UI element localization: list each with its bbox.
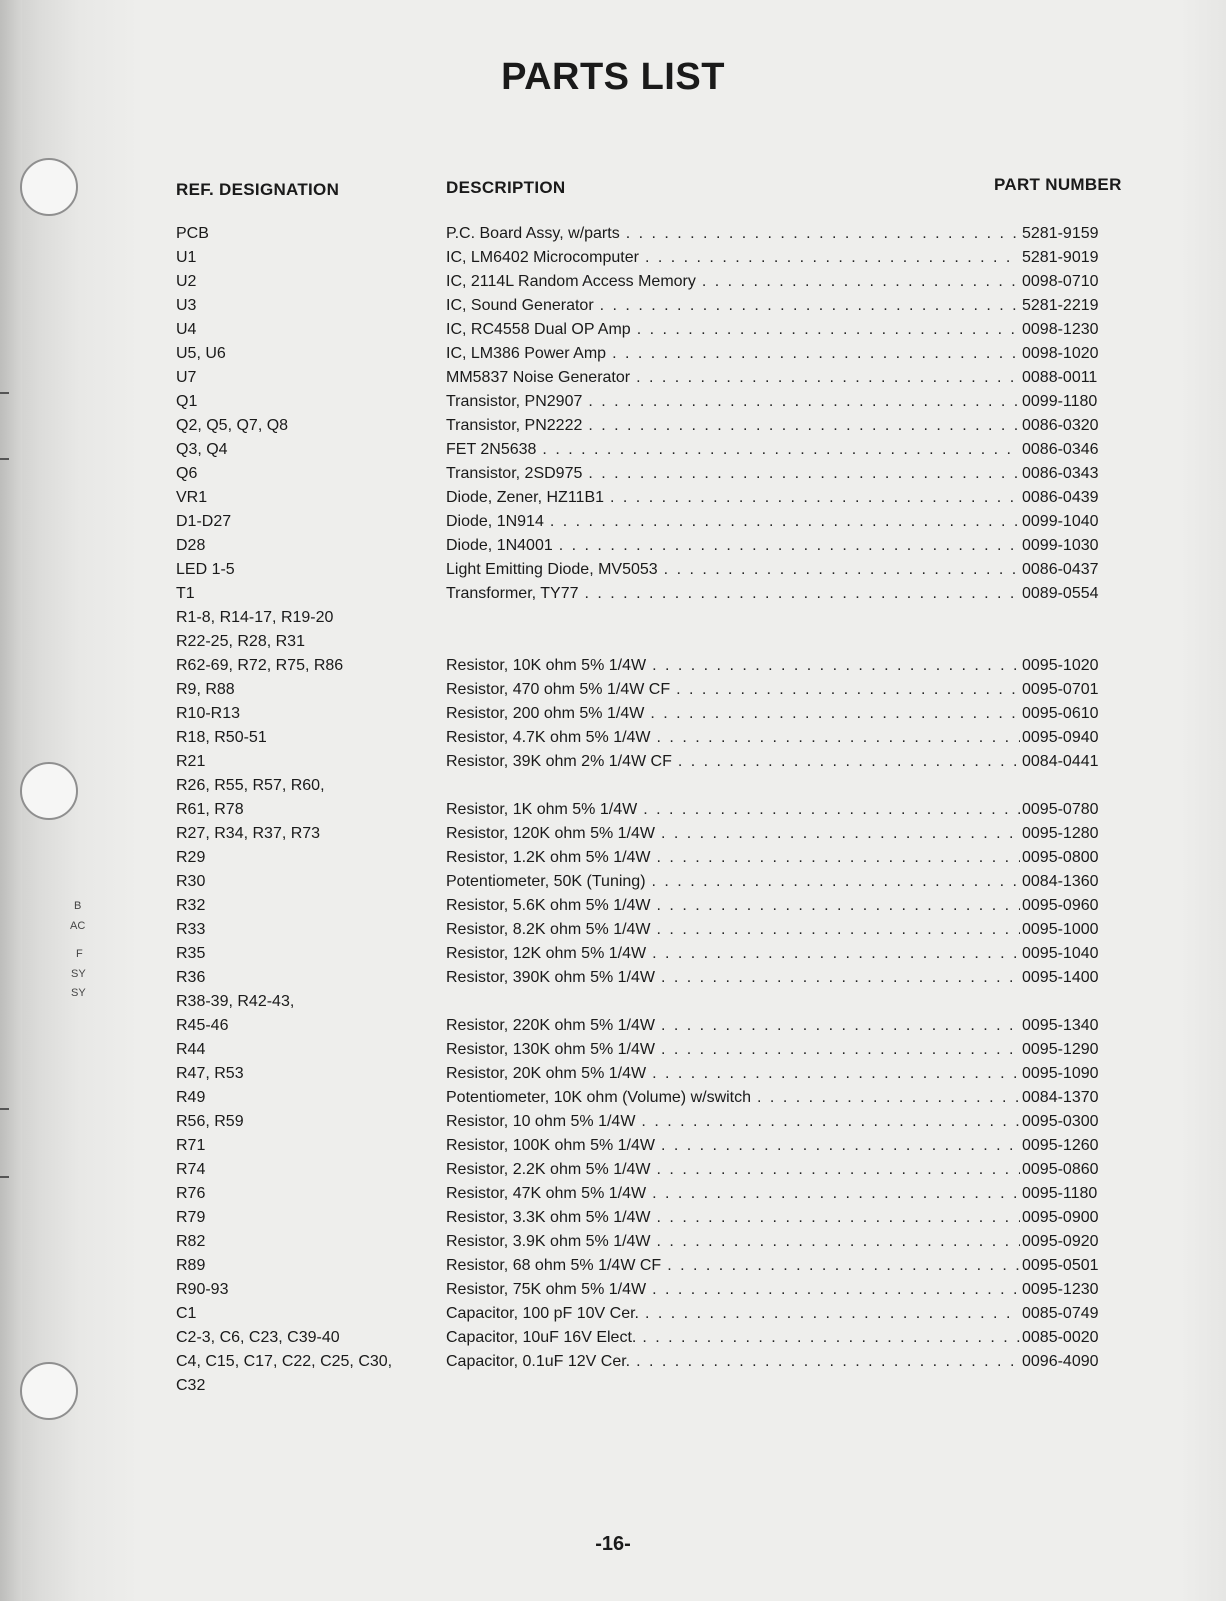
table-row [176,390,1134,414]
dot-leader [657,1206,1020,1230]
description-cell [446,654,1020,678]
part-number-cell: 0095-1340 [1022,1017,1099,1034]
dot-leader [600,294,1020,318]
ref-designation-cell: U5, U6 [176,345,226,362]
part-number-cell: 0095-0501 [1022,1257,1099,1274]
part-number-cell: 0086-0439 [1022,489,1099,506]
ref-designation-cell: C1 [176,1305,197,1322]
description-text: Diode, Zener, HZ11B1 [446,489,605,506]
part-number-cell: 0096-4090 [1022,1353,1099,1370]
dot-leader [661,1014,1020,1038]
ref-designation-cell: C4, C15, C17, C22, C25, C30, [176,1353,393,1370]
part-number-cell: 0095-1040 [1022,945,1099,962]
description-cell [446,1302,1020,1326]
description-cell [446,870,1020,894]
table-row [176,342,1134,366]
ref-designation-cell: R10-R13 [176,705,241,722]
ref-designation-cell: R47, R53 [176,1065,244,1082]
description-text: P.C. Board Assy, w/parts [446,225,620,242]
part-number-cell: 0086-0320 [1022,417,1099,434]
table-row [176,606,1134,630]
table-row [176,558,1134,582]
dot-leader [661,822,1020,846]
ref-designation-cell: R1-8, R14-17, R19-20 [176,609,334,626]
description-cell [446,390,1020,414]
part-number-cell: 0086-0346 [1022,441,1099,458]
table-row [176,1350,1134,1374]
ref-designation-cell: R49 [176,1089,206,1106]
part-number-cell: 0089-0554 [1022,585,1099,602]
description-cell [446,822,1020,846]
dot-leader [626,222,1020,246]
description-cell [446,750,1020,774]
ref-designation-cell: R82 [176,1233,206,1250]
dot-leader [657,1158,1020,1182]
table-row [176,774,1134,798]
table-row [176,1326,1134,1350]
dot-leader [657,1230,1020,1254]
description-cell [446,1278,1020,1302]
table-row [176,1062,1134,1086]
dot-leader [585,582,1021,606]
margin-tick [0,392,9,394]
part-number-cell: 0098-0710 [1022,273,1099,290]
part-number-cell: 0095-0300 [1022,1113,1099,1130]
table-row [176,750,1134,774]
ref-designation-cell: VR1 [176,489,208,506]
part-number-cell: 0086-0343 [1022,465,1099,482]
part-number-cell: 0095-0800 [1022,849,1099,866]
description-cell [446,966,1020,990]
description-text: Resistor, 200 ohm 5% 1/4W [446,705,645,722]
dot-leader [652,654,1020,678]
table-row [176,1038,1134,1062]
ref-designation-cell: R9, R88 [176,681,235,698]
table-row [176,270,1134,294]
ref-designation-cell: R35 [176,945,206,962]
ref-designation-cell: R74 [176,1161,206,1178]
part-number-cell: 0095-0960 [1022,897,1099,914]
table-row [176,1374,1134,1398]
margin-fragment: SY [71,987,86,999]
description-text: Resistor, 390K ohm 5% 1/4W [446,969,655,986]
dot-leader [645,1302,1020,1326]
table-row [176,222,1134,246]
table-row [176,918,1134,942]
dot-leader [652,1062,1020,1086]
ref-designation-cell: U4 [176,321,197,338]
dot-leader [667,1254,1020,1278]
description-text: Light Emitting Diode, MV5053 [446,561,658,578]
description-cell [446,342,1020,366]
table-row [176,1158,1134,1182]
ref-designation-cell: R89 [176,1257,206,1274]
part-number-cell: 0086-0437 [1022,561,1099,578]
page-number: -16- [595,1533,631,1555]
part-number-cell: 0095-1090 [1022,1065,1099,1082]
margin-tick [0,1176,9,1178]
description-text: Resistor, 12K ohm 5% 1/4W [446,945,647,962]
table-row [176,1134,1134,1158]
description-text: Diode, 1N914 [446,513,544,530]
description-text: Potentiometer, 50K (Tuning) [446,873,646,890]
ref-designation-cell: C32 [176,1377,206,1394]
table-row [176,1278,1134,1302]
dot-leader [652,1182,1020,1206]
description-cell [446,798,1020,822]
ref-designation-cell: R45-46 [176,1017,229,1034]
description-cell [446,1086,1020,1110]
table-row [176,1302,1134,1326]
ref-designation-cell: R21 [176,753,206,770]
ref-designation-cell: R30 [176,873,206,890]
table-row [176,294,1134,318]
table-row [176,630,1134,654]
part-number-cell: 5281-9159 [1022,225,1099,242]
table-row [176,726,1134,750]
punch-hole [20,1362,78,1420]
description-cell [446,1230,1020,1254]
part-number-cell: 0099-1180 [1022,393,1098,410]
description-text: Resistor, 10K ohm 5% 1/4W [446,657,647,674]
part-number-cell: 0095-1280 [1022,825,1099,842]
margin-tick [0,458,9,460]
ref-designation-cell: D28 [176,537,206,554]
table-row [176,678,1134,702]
description-cell [446,486,1020,510]
description-text: Resistor, 220K ohm 5% 1/4W [446,1017,655,1034]
part-number-cell: 0095-1000 [1022,921,1099,938]
header-part-number: PART NUMBER [994,175,1122,194]
description-cell [446,1182,1020,1206]
margin-fragment: F [76,948,83,960]
description-text: IC, RC4558 Dual OP Amp [446,321,631,338]
margin-fragment: AC [70,920,86,932]
table-row [176,1254,1134,1278]
description-text: MM5837 Noise Generator [446,369,631,386]
dot-leader [676,678,1020,702]
description-text: Resistor, 1.2K ohm 5% 1/4W [446,849,651,866]
table-row [176,366,1134,390]
description-cell [446,1254,1020,1278]
table-row [176,414,1134,438]
table-row [176,798,1134,822]
description-cell [446,534,1020,558]
description-cell [446,1014,1020,1038]
description-text: Transistor, PN2222 [446,417,583,434]
part-number-cell: 0095-1290 [1022,1041,1099,1058]
table-row [176,246,1134,270]
ref-designation-cell: R90-93 [176,1281,229,1298]
dot-leader [637,318,1020,342]
dot-leader [643,798,1020,822]
description-text: Resistor, 4.7K ohm 5% 1/4W [446,729,651,746]
page-title: PARTS LIST [501,56,725,98]
description-text: Capacitor, 0.1uF 12V Cer. [446,1353,631,1370]
description-text: Resistor, 3.9K ohm 5% 1/4W [446,1233,651,1250]
ref-designation-cell: D1-D27 [176,513,232,530]
ref-designation-cell: R56, R59 [176,1113,244,1130]
ref-designation-cell: U7 [176,369,197,386]
header-description: DESCRIPTION [446,178,566,197]
ref-designation-cell: R22-25, R28, R31 [176,633,305,650]
description-cell [446,702,1020,726]
ref-designation-cell: Q1 [176,393,198,410]
description-cell [446,1158,1020,1182]
part-number-cell: 0098-1020 [1022,345,1099,362]
table-row [176,1230,1134,1254]
description-text: Resistor, 10 ohm 5% 1/4W [446,1113,636,1130]
description-cell [446,1062,1020,1086]
description-text: Resistor, 3.3K ohm 5% 1/4W [446,1209,651,1226]
ref-designation-cell: Q2, Q5, Q7, Q8 [176,417,289,434]
table-row [176,318,1134,342]
description-text: Transistor, PN2907 [446,393,583,410]
description-text: Resistor, 8.2K ohm 5% 1/4W [446,921,651,938]
table-row [176,1206,1134,1230]
ref-designation-cell: R27, R34, R37, R73 [176,825,321,842]
ref-designation-cell: T1 [176,585,195,602]
dot-leader [610,486,1020,510]
part-number-cell: 0095-1260 [1022,1137,1099,1154]
header-ref-designation: REF. DESIGNATION [176,180,340,199]
description-cell [446,1134,1020,1158]
part-number-cell: 0099-1040 [1022,513,1099,530]
dot-leader [664,558,1020,582]
description-cell [446,1206,1020,1230]
description-cell [446,462,1020,486]
part-number-cell: 0084-1370 [1022,1089,1099,1106]
description-text: Resistor, 470 ohm 5% 1/4W CF [446,681,671,698]
ref-designation-cell: R36 [176,969,206,986]
dot-leader [636,366,1020,390]
description-cell [446,438,1020,462]
dot-leader [652,870,1020,894]
part-number-cell: 0095-0701 [1022,681,1099,698]
dot-leader [657,894,1020,918]
description-cell [446,510,1020,534]
ref-designation-cell: R33 [176,921,206,938]
description-text: Diode, 1N4001 [446,537,553,554]
description-cell [446,582,1020,606]
description-text: Resistor, 120K ohm 5% 1/4W [446,825,655,842]
description-cell [446,1350,1020,1374]
part-number-cell: 0095-0780 [1022,801,1099,818]
part-number-cell: 0095-1180 [1022,1185,1098,1202]
table-row [176,1110,1134,1134]
ref-designation-cell: LED 1-5 [176,561,235,578]
description-cell [446,294,1020,318]
dot-leader [661,1134,1020,1158]
dot-leader [650,702,1020,726]
description-text: Resistor, 130K ohm 5% 1/4W [446,1041,655,1058]
punch-hole [20,158,78,216]
description-cell [446,1326,1020,1350]
table-row [176,966,1134,990]
dot-leader [588,390,1020,414]
dot-leader [642,1326,1020,1350]
description-text: Resistor, 39K ohm 2% 1/4W CF [446,753,672,770]
parts-table [176,222,1134,1398]
dot-leader [550,510,1020,534]
description-text: FET 2N5638 [446,441,537,458]
description-text: Capacitor, 100 pF 10V Cer. [446,1305,639,1322]
table-row [176,462,1134,486]
part-number-cell: 0095-1400 [1022,969,1099,986]
dot-leader [678,750,1020,774]
ref-designation-cell: R62-69, R72, R75, R86 [176,657,344,674]
description-cell [446,726,1020,750]
ref-designation-cell: Q6 [176,465,198,482]
ref-designation-cell: R76 [176,1185,206,1202]
dot-leader [757,1086,1020,1110]
ref-designation-cell: R79 [176,1209,206,1226]
description-cell [446,270,1020,294]
table-row [176,942,1134,966]
ref-designation-cell: C2-3, C6, C23, C39-40 [176,1329,340,1346]
part-number-cell: 0098-1230 [1022,321,1099,338]
dot-leader [661,1038,1020,1062]
description-text: Transformer, TY77 [446,585,579,602]
description-cell [446,414,1020,438]
part-number-cell: 0095-0940 [1022,729,1099,746]
table-row [176,1014,1134,1038]
ref-designation-cell: R61, R78 [176,801,244,818]
table-row [176,510,1134,534]
description-text: Resistor, 100K ohm 5% 1/4W [446,1137,655,1154]
part-number-cell: 0088-0011 [1022,369,1098,386]
table-row [176,654,1134,678]
dot-leader [636,1350,1020,1374]
part-number-cell: 0095-1230 [1022,1281,1099,1298]
margin-tick [0,1108,9,1110]
margin-fragment: SY [71,968,86,980]
table-row [176,702,1134,726]
part-number-cell: 0085-0749 [1022,1305,1099,1322]
ref-designation-cell: U1 [176,249,197,266]
description-text: Resistor, 20K ohm 5% 1/4W [446,1065,647,1082]
dot-leader [702,270,1020,294]
description-text: Resistor, 5.6K ohm 5% 1/4W [446,897,651,914]
punch-hole [20,762,78,820]
description-cell [446,318,1020,342]
table-row [176,822,1134,846]
part-number-cell: 0095-0610 [1022,705,1099,722]
description-cell [446,678,1020,702]
description-text: IC, LM386 Power Amp [446,345,607,362]
ref-designation-cell: R71 [176,1137,206,1154]
dot-leader [661,966,1020,990]
description-text: IC, Sound Generator [446,297,594,314]
table-row [176,582,1134,606]
table-row [176,534,1134,558]
ref-designation-cell: R26, R55, R57, R60, [176,777,325,794]
part-number-cell: 0095-0920 [1022,1233,1099,1250]
dot-leader [652,942,1020,966]
dot-leader [657,846,1020,870]
table-row [176,1086,1134,1110]
part-number-cell: 5281-9019 [1022,249,1099,266]
table-row [176,486,1134,510]
ref-designation-cell: Q3, Q4 [176,441,228,458]
part-number-cell: 0095-1020 [1022,657,1099,674]
table-row [176,438,1134,462]
description-cell [446,894,1020,918]
description-text: Resistor, 68 ohm 5% 1/4W CF [446,1257,662,1274]
description-text: Transistor, 2SD975 [446,465,583,482]
description-cell [446,918,1020,942]
table-row [176,990,1134,1014]
description-text: Resistor, 75K ohm 5% 1/4W [446,1281,647,1298]
ref-designation-cell: R29 [176,849,206,866]
table-row [176,1182,1134,1206]
description-cell [446,1038,1020,1062]
ref-designation-cell: U3 [176,297,197,314]
description-cell [446,246,1020,270]
part-number-cell: 0095-0900 [1022,1209,1099,1226]
dot-leader [559,534,1020,558]
ref-designation-cell: U2 [176,273,197,290]
dot-leader [645,246,1020,270]
dot-leader [652,1278,1020,1302]
description-text: Resistor, 1K ohm 5% 1/4W [446,801,638,818]
description-cell [446,942,1020,966]
ref-designation-cell: R38-39, R42-43, [176,993,295,1010]
description-cell [446,366,1020,390]
ref-designation-cell: R44 [176,1041,206,1058]
part-number-cell: 0084-0441 [1022,753,1099,770]
description-text: Resistor, 2.2K ohm 5% 1/4W [446,1161,651,1178]
description-text: IC, 2114L Random Access Memory [446,273,696,290]
description-text: Potentiometer, 10K ohm (Volume) w/switch [446,1089,752,1106]
table-row [176,846,1134,870]
part-number-cell: 0095-0860 [1022,1161,1099,1178]
part-number-cell: 0085-0020 [1022,1329,1099,1346]
dot-leader [641,1110,1020,1134]
dot-leader [612,342,1020,366]
description-text: Capacitor, 10uF 16V Elect. [446,1329,637,1346]
description-text: Resistor, 47K ohm 5% 1/4W [446,1185,647,1202]
description-cell [446,846,1020,870]
table-row [176,870,1134,894]
ref-designation-cell: R18, R50-51 [176,729,267,746]
dot-leader [657,918,1020,942]
dot-leader [588,462,1020,486]
description-cell [446,222,1020,246]
ref-designation-cell: R32 [176,897,206,914]
ref-designation-cell: PCB [176,225,209,242]
table-row [176,894,1134,918]
description-text: IC, LM6402 Microcomputer [446,249,639,266]
part-number-cell: 0099-1030 [1022,537,1099,554]
description-cell [446,1110,1020,1134]
description-cell [446,558,1020,582]
dot-leader [542,438,1020,462]
margin-fragment: B [74,900,82,912]
part-number-cell: 0084-1360 [1022,873,1099,890]
dot-leader [657,726,1020,750]
part-number-cell: 5281-2219 [1022,297,1099,314]
dot-leader [588,414,1020,438]
binding-edge [0,0,22,1601]
